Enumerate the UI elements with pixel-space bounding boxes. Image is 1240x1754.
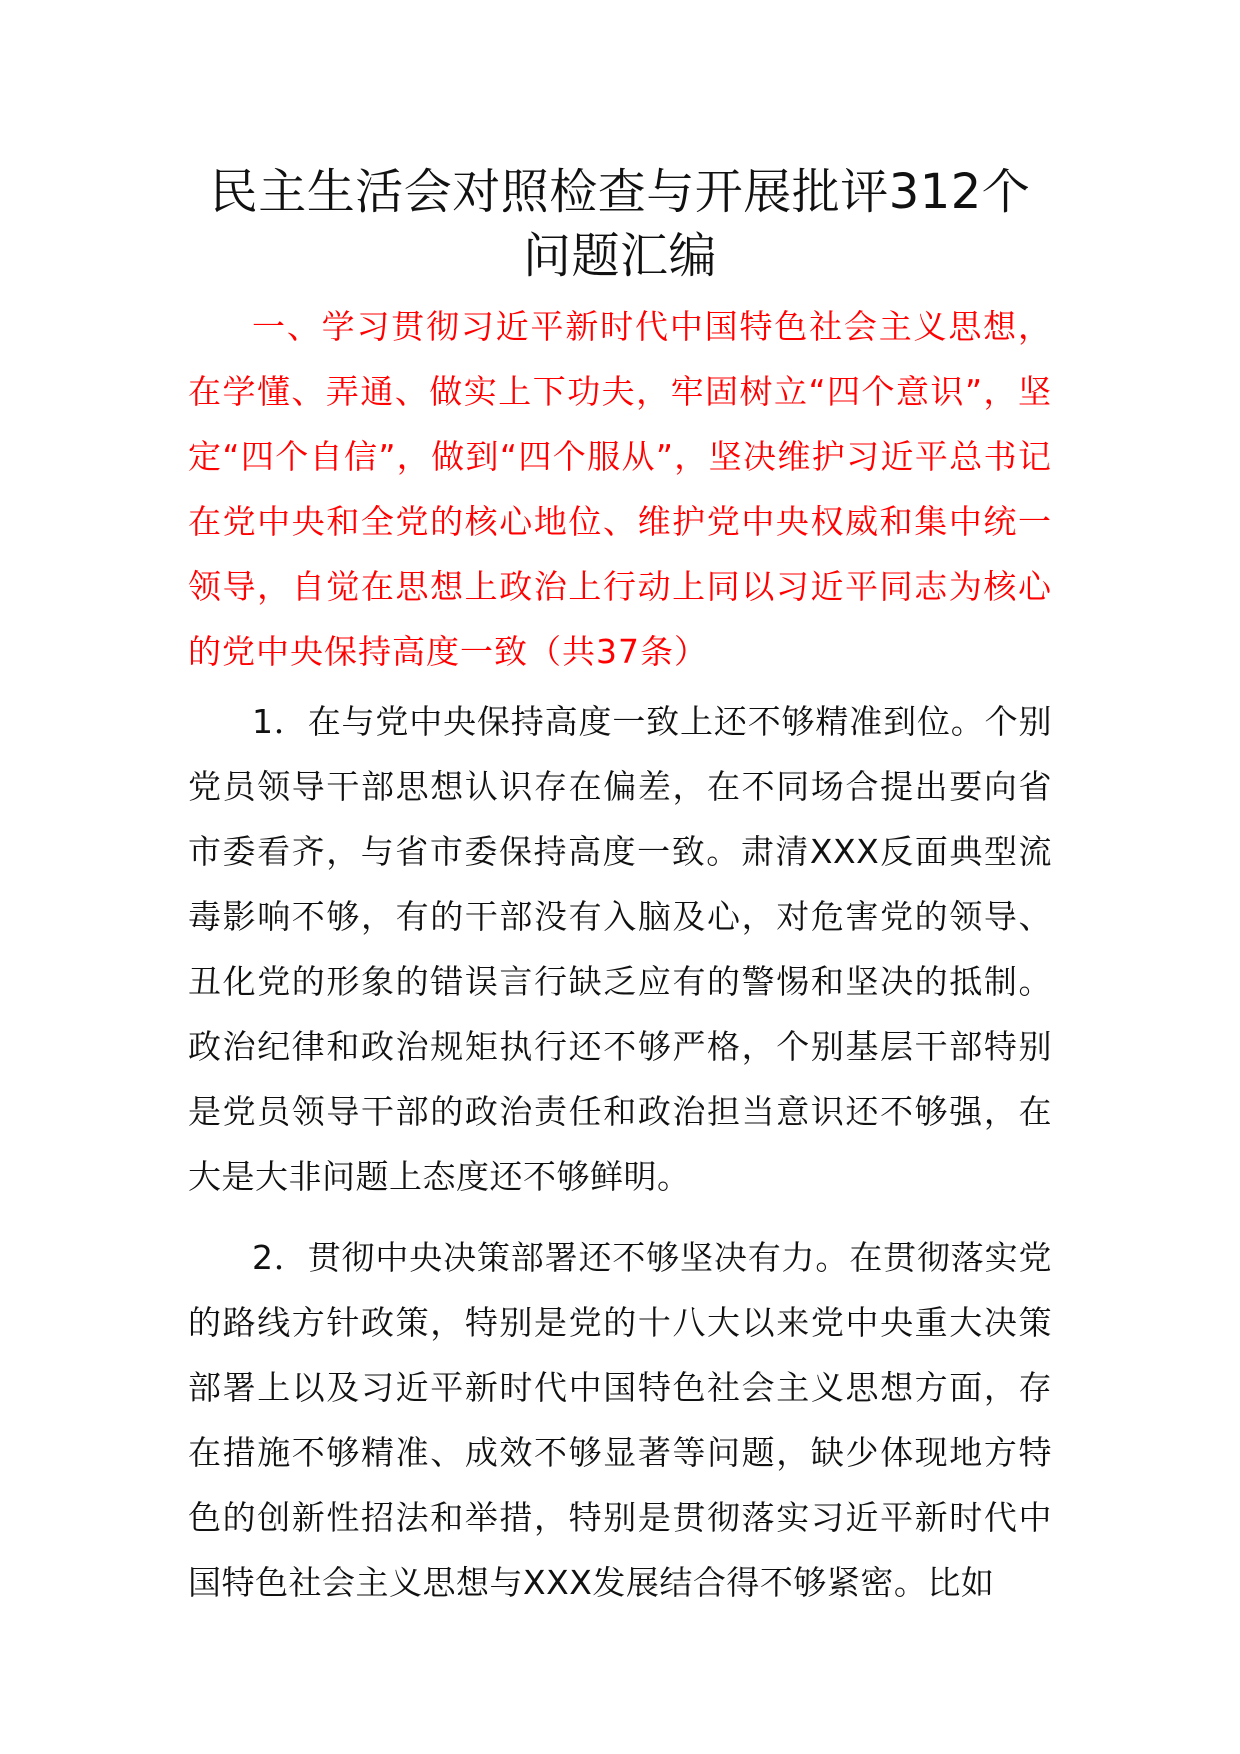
document-title: 民主生活会对照检查与开展批评312个问题汇编 bbox=[209, 164, 1031, 284]
problem-item-2: 2．贯彻中央决策部署还不够坚决有力。在贯彻落实党的路线方针政策，特别是党的十八大以来党中央重大决策部署上以及习近平新时代中国特色社会主义思想方面，存在措施不够精准、成效不够显著等问题，缺少体现地方特色的创新性招法和举措，特别是贯彻落实习近平新时代中国特色社会主义思想与XXX发展结合得不够紧密。比如 bbox=[188, 1238, 1052, 1602]
section-heading-1: 一、学习贯彻习近平新时代中国特色社会主义思想，在学懂、弄通、做实上下功夫，牢固树立“四个意识”，坚定“四个自信”，做到“四个服从”，坚决维护习近平总书记在党中央和全党的核心地位、维护党中央权威和集中统一领导，自觉在思想上政治上行动上同以习近平同志为核心的党中央保持高度一致（共37条） bbox=[188, 307, 1052, 671]
document-content bbox=[188, 160, 1052, 1615]
problem-item-1: 1．在与党中央保持高度一致上还不够精准到位。个别党员领导干部思想认识存在偏差，在不同场合提出要向省市委看齐，与省市委保持高度一致。肃清XXX反面典型流毒影响不够，有的干部没有入脑及心，对危害党的领导、丑化党的形象的错误言行缺乏应有的警惕和坚决的抵制。政治纪律和政治规矩执行还不够严格，个别基层干部特别是党员领导干部的政治责任和政治担当意识还不够强，在大是大非问题上态度还不够鲜明。 bbox=[188, 702, 1052, 1196]
